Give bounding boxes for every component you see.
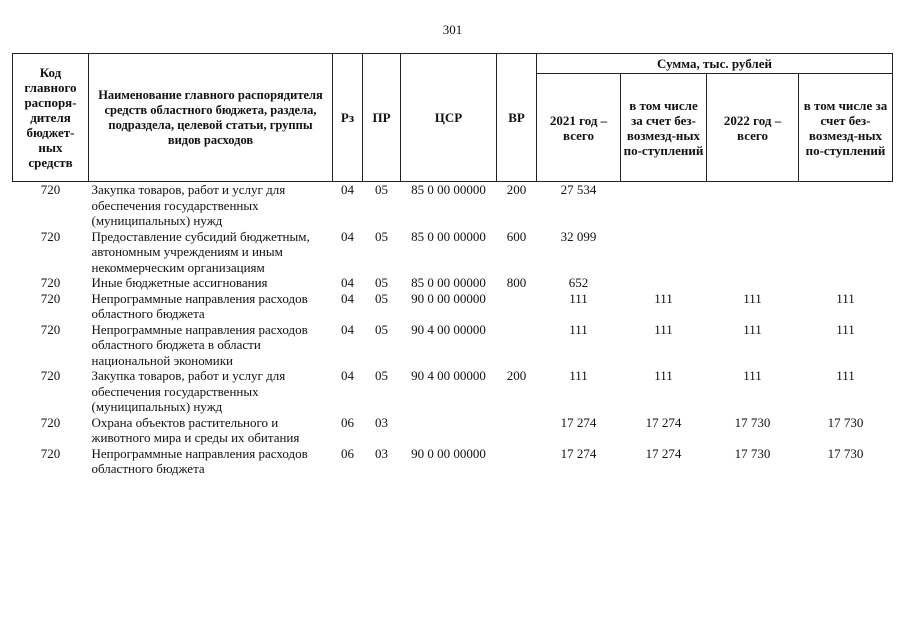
header-2021-total: 2021 год – всего (537, 74, 621, 182)
table-row (13, 368, 893, 415)
cell-2021-free (621, 229, 707, 276)
header-2022-free: в том числе за счет без-возмезд-ных по-ступлений (799, 74, 893, 182)
cell-rz: 04 (341, 228, 354, 244)
cell-2022-free (799, 229, 893, 276)
cell-2021-total: 17 274 (560, 414, 597, 430)
cell-vr (497, 446, 537, 477)
header-vr: ВР (497, 54, 537, 182)
cell-2022-total: 111 (743, 290, 762, 306)
cell-csr: 85 0 00 00000 (411, 228, 486, 244)
cell-2021-total: 111 (569, 290, 588, 306)
cell-rz: 06 (341, 414, 354, 430)
cell-pr: 05 (375, 321, 388, 337)
cell-csr: 85 0 00 00000 (411, 182, 486, 197)
cell-csr: 90 4 00 00000 (411, 321, 486, 337)
cell-csr: 90 0 00 00000 (411, 445, 486, 461)
header-rz: Рз (333, 54, 363, 182)
cell-name: Закупка товаров, работ и услуг для обеспечения государственных (муниципальных) нужд (91, 368, 286, 414)
cell-2022-free: 17 730 (827, 445, 864, 461)
header-2022-total: 2022 год – всего (707, 74, 799, 182)
table-header (13, 54, 893, 182)
cell-2022-free: 17 730 (827, 414, 864, 430)
cell-2021-free (621, 275, 707, 291)
cell-2022-free (799, 182, 893, 229)
table-row (13, 322, 893, 369)
cell-code: 720 (40, 445, 61, 461)
cell-2022-free: 111 (836, 321, 855, 337)
cell-2022-total (707, 182, 799, 229)
cell-pr: 05 (375, 368, 388, 383)
cell-2022-free: 111 (836, 368, 855, 383)
header-sum-group: Сумма, тыс. рублей (537, 54, 893, 74)
cell-vr (497, 415, 537, 446)
cell-code: 720 (40, 321, 61, 337)
cell-name: Иные бюджетные ассигнования (91, 275, 268, 290)
header-csr: ЦСР (401, 54, 497, 182)
table-row (13, 291, 893, 322)
cell-2021-total: 32 099 (560, 228, 597, 244)
cell-name: Непрограммные направления расходов областного бюджета в области национальной экономики (91, 321, 308, 368)
table-row (13, 446, 893, 477)
cell-2022-total: 17 730 (734, 445, 771, 461)
cell-code: 720 (40, 414, 61, 430)
cell-vr: 800 (506, 275, 527, 290)
cell-2021-total: 111 (569, 368, 588, 383)
cell-csr: 90 4 00 00000 (411, 368, 486, 383)
table-row (13, 182, 893, 229)
cell-pr: 03 (375, 414, 388, 430)
cell-2021-free: 17 274 (645, 414, 682, 430)
cell-code: 720 (40, 290, 61, 306)
cell-2021-total: 111 (569, 321, 588, 337)
cell-2021-free: 111 (654, 290, 673, 306)
cell-2021-total: 27 534 (560, 182, 597, 197)
cell-csr: 90 0 00 00000 (411, 290, 486, 306)
cell-vr: 200 (506, 182, 527, 197)
header-pr: ПР (363, 54, 401, 182)
header-name: Наименование главного распорядителя средств областного бюджета, раздела, подраздела, целевой статьи, группы видов расходов (89, 54, 333, 182)
cell-2021-free (621, 182, 707, 229)
cell-code: 720 (40, 275, 61, 290)
cell-csr: 85 0 00 00000 (411, 275, 486, 290)
cell-2021-free: 17 274 (645, 445, 682, 461)
cell-code: 720 (40, 368, 61, 383)
cell-2021-free: 111 (654, 368, 673, 383)
page-number: 301 (442, 22, 463, 37)
cell-2022-total: 111 (743, 321, 762, 337)
cell-code: 720 (40, 182, 61, 197)
cell-vr: 200 (506, 368, 527, 383)
cell-rz: 04 (341, 290, 354, 306)
cell-name: Закупка товаров, работ и услуг для обеспечения государственных (муниципальных) нужд (91, 182, 286, 228)
cell-code: 720 (40, 228, 61, 244)
table-row (13, 415, 893, 446)
cell-2021-total: 652 (568, 275, 589, 290)
cell-pr: 05 (375, 275, 388, 290)
cell-2022-free (799, 275, 893, 291)
header-code: Код главного распоря-дителя бюджет-ных средств (13, 54, 89, 182)
cell-pr: 05 (375, 228, 388, 244)
cell-name: Охрана объектов растительного и животного мира и среды их обитания (91, 414, 300, 445)
cell-vr (497, 322, 537, 369)
budget-table (12, 53, 893, 477)
cell-rz: 04 (341, 182, 354, 197)
cell-pr: 05 (375, 290, 388, 306)
cell-csr (401, 415, 497, 446)
cell-2021-free: 111 (654, 321, 673, 337)
table-row (13, 229, 893, 276)
cell-name: Предоставление субсидий бюджетным, автономным учреждениям и иным некоммерческим организациям (91, 228, 310, 275)
cell-2022-total (707, 275, 799, 291)
cell-name: Непрограммные направления расходов областного бюджета (91, 290, 308, 321)
cell-rz: 04 (341, 275, 354, 290)
cell-vr: 600 (506, 228, 527, 244)
table-row (13, 275, 893, 291)
cell-rz: 06 (341, 445, 354, 461)
cell-name: Непрограммные направления расходов областного бюджета (91, 445, 308, 476)
cell-rz: 04 (341, 321, 354, 337)
cell-2022-total (707, 229, 799, 276)
cell-vr (497, 291, 537, 322)
cell-2022-total: 17 730 (734, 414, 771, 430)
cell-2022-total: 111 (743, 368, 762, 383)
cell-2021-total: 17 274 (560, 445, 597, 461)
cell-pr: 05 (375, 182, 388, 197)
header-2021-free: в том числе за счет без-возмезд-ных по-ступлений (621, 74, 707, 182)
cell-rz: 04 (341, 368, 354, 383)
cell-2022-free: 111 (836, 290, 855, 306)
cell-pr: 03 (375, 445, 388, 461)
table-body (13, 182, 893, 477)
